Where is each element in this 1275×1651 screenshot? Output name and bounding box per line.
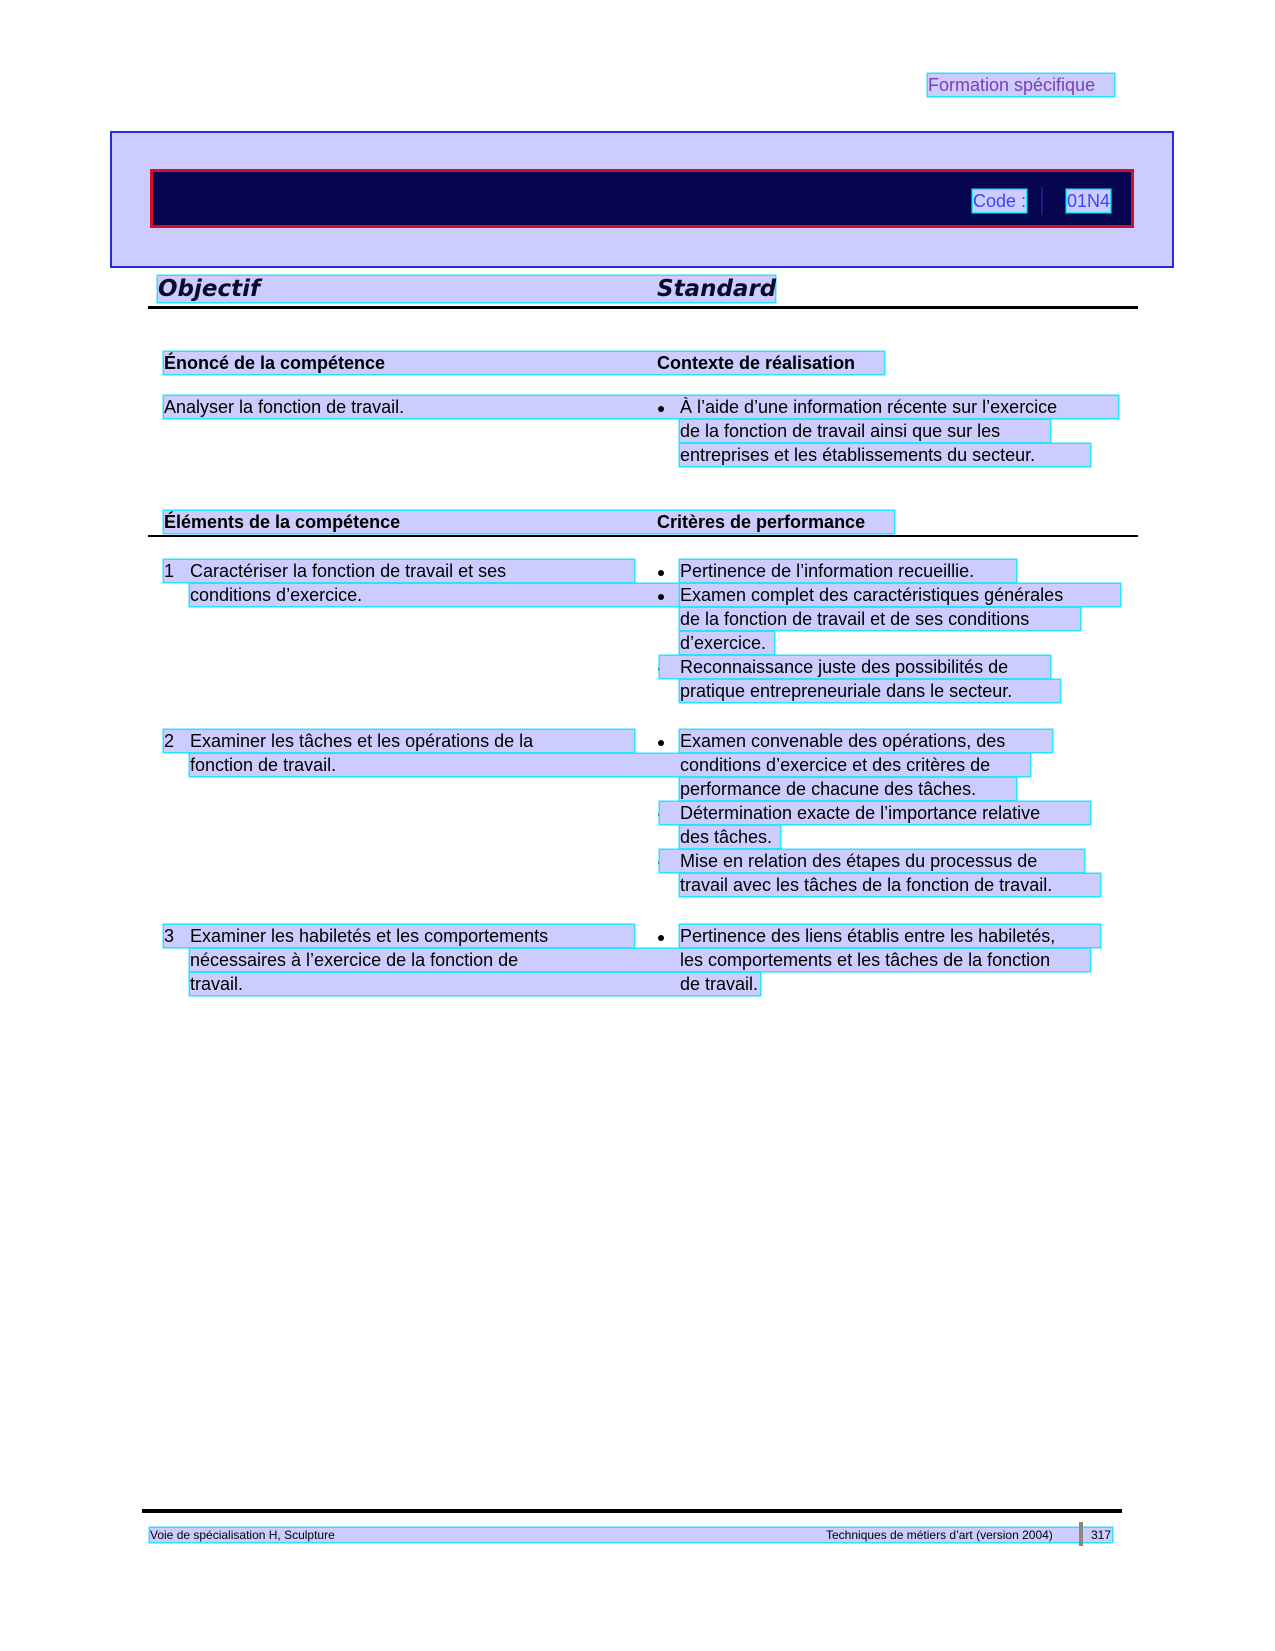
title-banner: [110, 131, 1174, 268]
context-heading: Contexte de réalisation: [657, 353, 856, 373]
bullet-icon: [658, 594, 664, 600]
criterion-line: des tâches.: [680, 826, 780, 848]
code-value: 01N4: [1067, 191, 1111, 211]
criterion-line: Reconnaissance juste des possibilités de: [660, 656, 1050, 678]
bullet-icon: [658, 935, 664, 941]
element-line: travail.: [190, 973, 760, 995]
footer-left: Voie de spécialisation H, Sculpture: [150, 1528, 1112, 1542]
bullet-icon: [658, 406, 664, 412]
criteria-heading: Critères de performance: [657, 512, 866, 532]
footer-right: Techniques de métiers d’art (version 2004): [826, 1528, 1053, 1542]
context-line: À l’aide d’une information récente sur l’exercice: [680, 397, 1058, 417]
title-banner-bar: [150, 169, 1134, 228]
bullet-icon: [658, 740, 664, 746]
elements-rule: [148, 535, 1138, 537]
element-number: 2: [164, 730, 634, 752]
bullet-icon: [658, 570, 664, 576]
criterion-line: de la fonction de travail et de ses conditions: [680, 608, 1080, 630]
element-line: fonction de travail.: [190, 754, 1030, 776]
criterion-line: Pertinence des liens établis entre les habiletés,: [680, 925, 1100, 947]
context-line: de la fonction de travail ainsi que sur les: [680, 420, 1050, 442]
section-label: Formation spécifique: [928, 74, 1114, 96]
element-line: Examiner les tâches et les opérations de la: [190, 731, 534, 751]
statement-heading: Énoncé de la compétence: [164, 352, 884, 374]
criterion-line: Examen complet des caractéristiques générales: [680, 584, 1120, 606]
criterion-line: Examen convenable des opérations, des: [680, 730, 1052, 752]
criterion-line: d’exercice.: [680, 632, 774, 654]
footer-separator: [1079, 1522, 1083, 1546]
element-line: conditions d’exercice.: [190, 584, 1120, 606]
context-line: entreprises et les établissements du secteur.: [680, 444, 1090, 466]
criterion-line: performance de chacune des tâches.: [680, 778, 1016, 800]
code-label: Code :: [973, 191, 1027, 211]
element-line: nécessaires à l’exercice de la fonction de: [190, 949, 1090, 971]
page-number: 317: [1091, 1528, 1112, 1542]
criterion-line: Mise en relation des étapes du processus de: [660, 850, 1084, 872]
element-line: Examiner les habiletés et les comportements: [190, 926, 549, 946]
criterion-line: travail avec les tâches de la fonction de travail.: [680, 874, 1100, 896]
standard-heading: Standard: [657, 276, 777, 302]
criterion-line: de travail.: [680, 974, 759, 994]
header-rule: [148, 306, 1138, 309]
criterion-line: conditions d’exercice et des critères de: [680, 755, 991, 775]
criterion-line: pratique entrepreneuriale dans le secteur.: [680, 680, 1060, 702]
criterion-line: Détermination exacte de l’importance relative: [660, 802, 1090, 824]
element-line: Caractériser la fonction de travail et ses: [190, 561, 507, 581]
competence-statement: Analyser la fonction de travail.: [164, 396, 1118, 418]
criterion-line: les comportements et les tâches de la fonction: [680, 950, 1051, 970]
elements-heading: Éléments de la compétence: [164, 511, 894, 533]
code-separator: [1041, 187, 1043, 215]
element-number: 1: [164, 560, 634, 582]
objective-heading: Objectif: [158, 276, 775, 302]
element-number: 3: [164, 925, 634, 947]
footer-rule: [142, 1509, 1122, 1513]
criterion-line: Pertinence de l’information recueillie.: [680, 560, 1016, 582]
